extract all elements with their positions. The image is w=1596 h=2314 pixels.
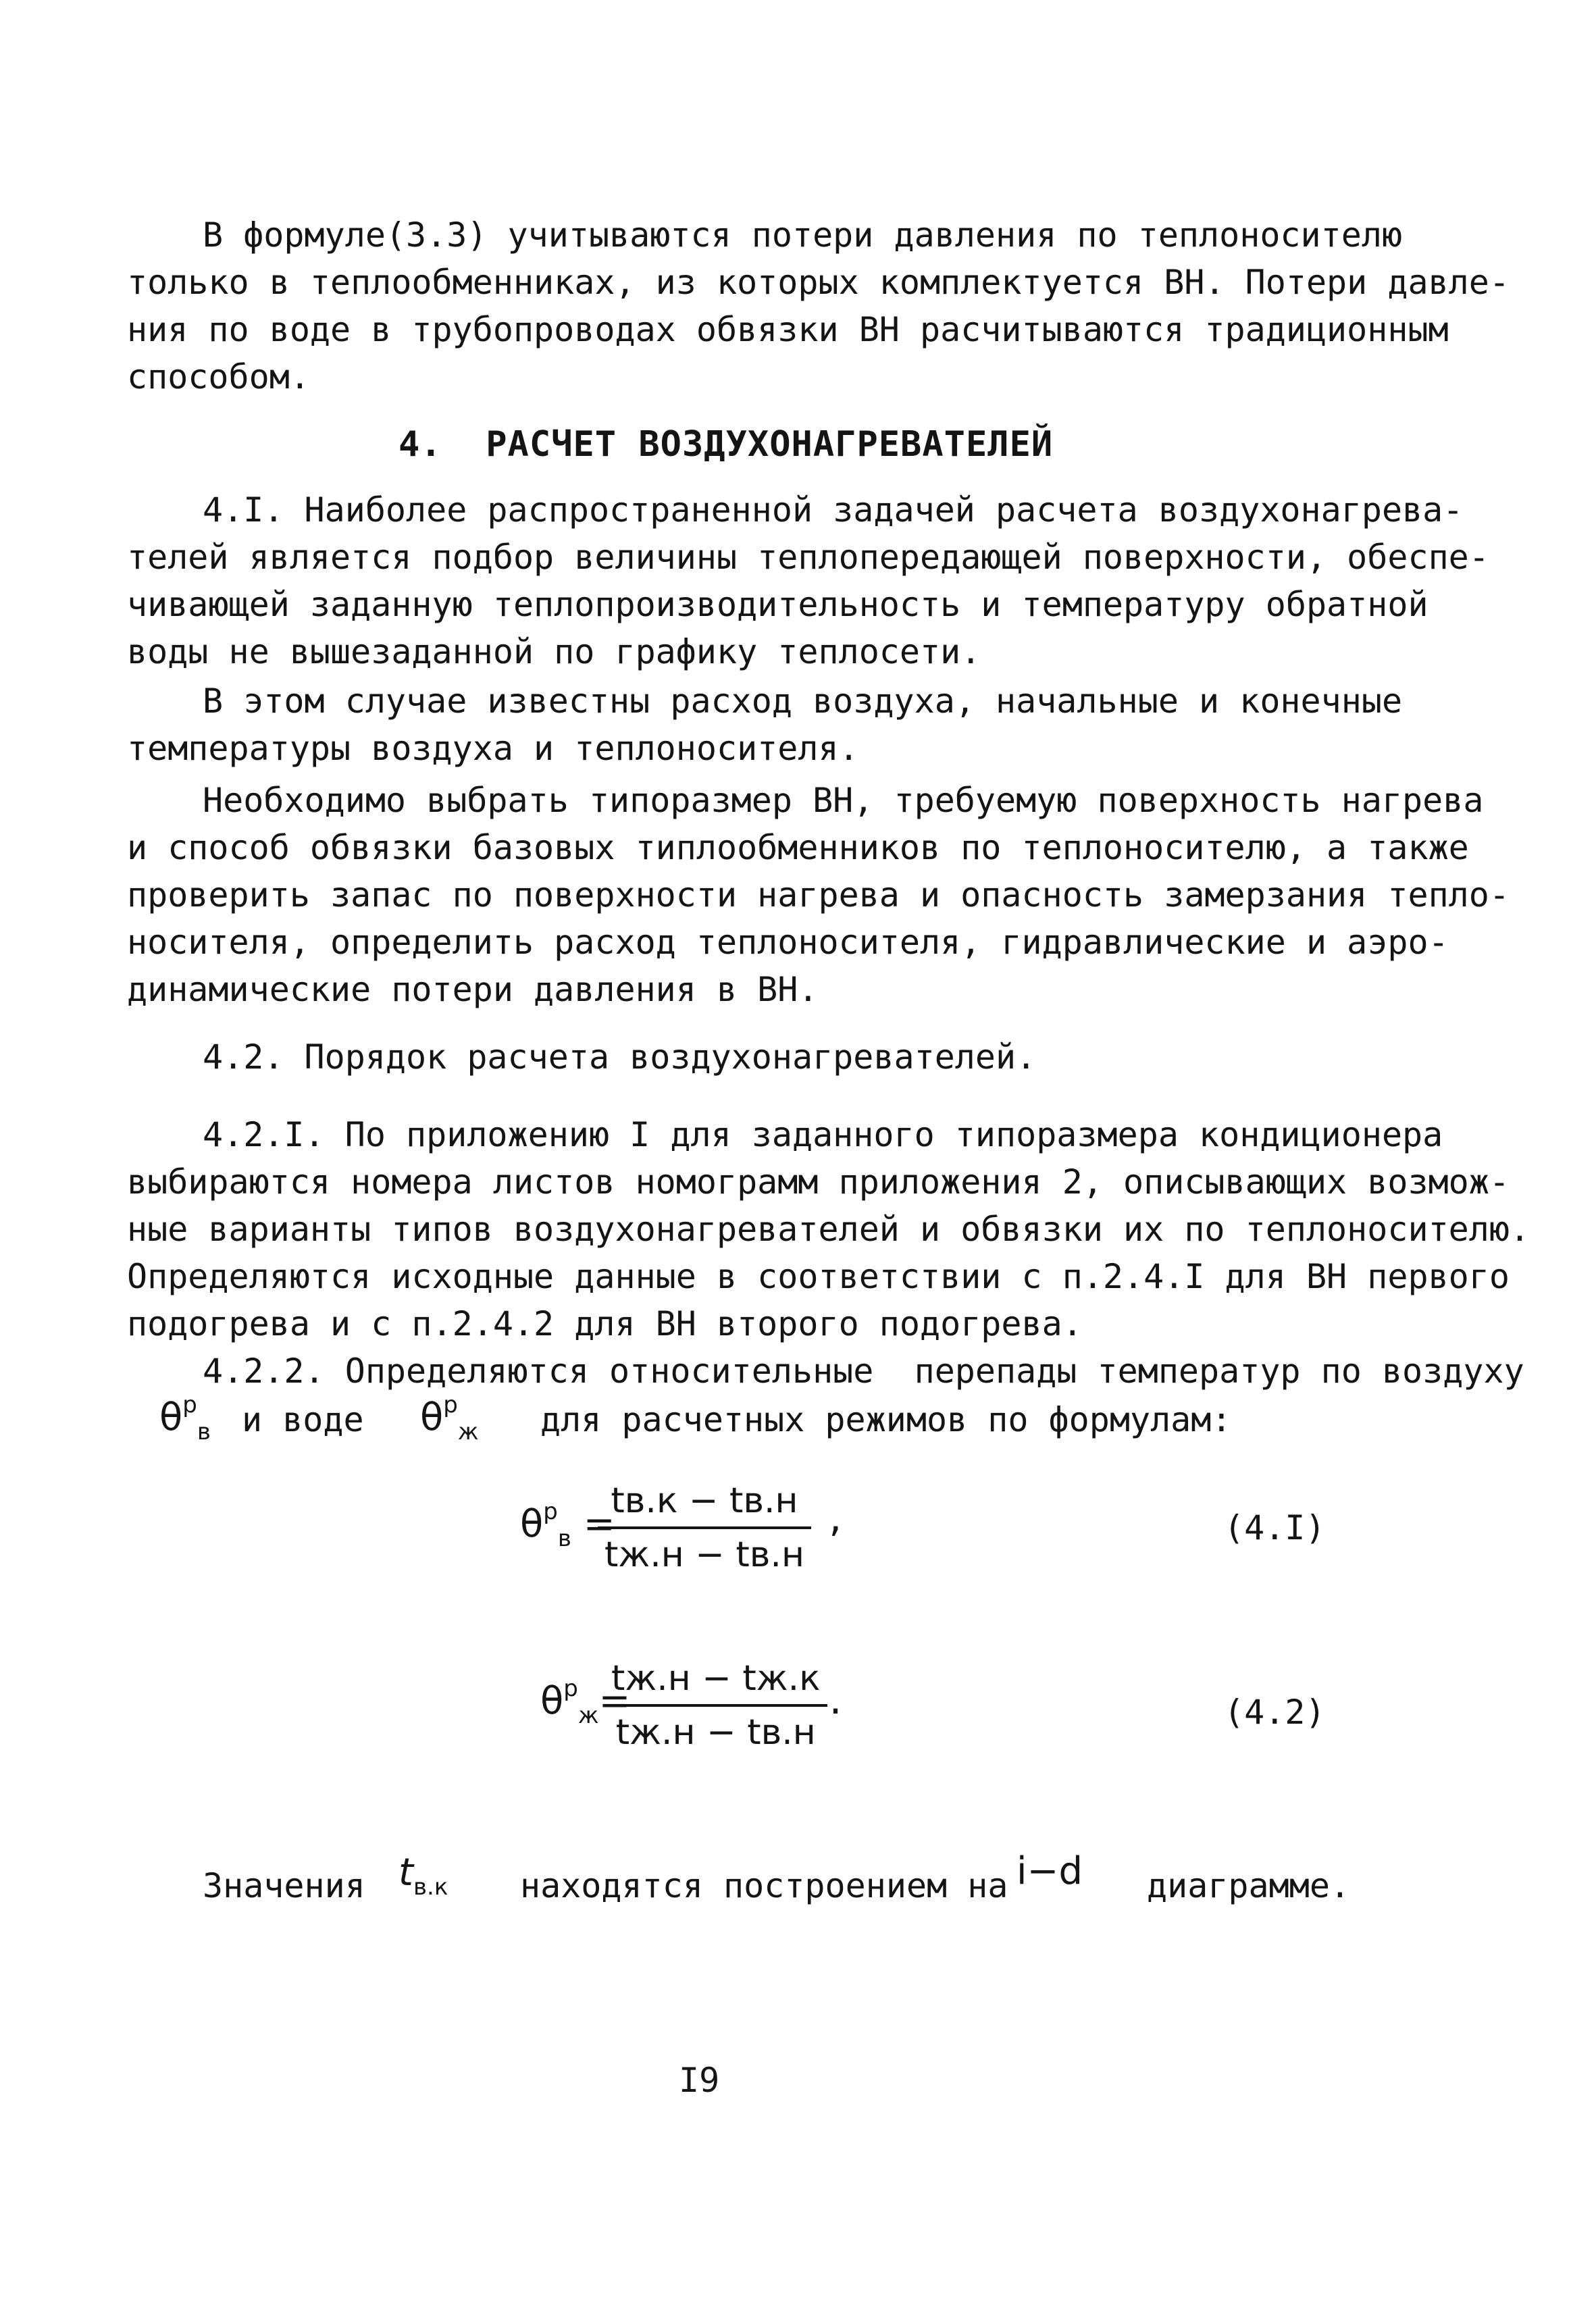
formula-4-2-denominator: tж.н − tв.н: [604, 1704, 827, 1753]
para-4-1-line-4: воды не вышезаданной по графику теплосети.: [127, 632, 981, 671]
closing-t-symbol: tв.к: [398, 1851, 448, 1901]
closing-i-d-symbol: i−d: [1016, 1849, 1083, 1893]
para-4-2-1-line-3: ные варианты типов воздухонагревателей и обвязки их по теплоносителю.: [127, 1210, 1530, 1249]
para-4-2-1-line-1: 4.2.I. По приложению I для заданного типоразмера кондиционера: [203, 1115, 1443, 1154]
intro-line-3: ния по воде в трубопроводах обвязки ВН расчитываются традиционным: [127, 310, 1449, 349]
para-needed-line-3: проверить запас по поверхности нагрева и опасность замерзания тепло-: [127, 875, 1510, 915]
text-for-regimes: для расчетных режимов по формулам:: [540, 1400, 1232, 1439]
formula-4-1-lhs: θрв =: [520, 1498, 615, 1552]
formula-4-1-label: (4.I): [1224, 1508, 1326, 1547]
para-needed-line-5: динамические потери давления в ВН.: [127, 970, 819, 1009]
para-4-1-line-1: 4.I. Наиболее распространенной задачей расчета воздухонагрева-: [203, 490, 1464, 530]
para-needed-line-2: и способ обвязки базовых типлообменников по теплоносителю, а также: [127, 828, 1469, 867]
para-known-line-2: температуры воздуха и теплоносителя.: [127, 729, 859, 768]
para-needed-line-4: носителя, определить расход теплоносителя, гидравлические и аэро-: [127, 923, 1449, 962]
intro-line-2: только в теплообменниках, из которых комплектуется ВН. Потери давле-: [127, 263, 1510, 302]
para-needed-line-1: Необходимо выбрать типоразмер ВН, требуемую поверхность нагрева: [203, 781, 1484, 820]
para-known-line-1: В этом случае известны расход воздуха, начальные и конечные: [203, 682, 1403, 721]
section-heading: 4. РАСЧЕТ ВОЗДУХОНАГРЕВАТЕЛЕЙ: [398, 424, 1054, 465]
formula-4-2-punct: .: [825, 1682, 846, 1722]
intro-line-4: способом.: [127, 357, 310, 396]
theta-air-symbol: θрв: [159, 1391, 211, 1445]
text-and-water: и воде: [242, 1400, 364, 1439]
para-4-2-1-line-2: выбираются номера листов номограмм приложения 2, описывающих возмож-: [127, 1162, 1510, 1202]
closing-word-found: находятся построением на: [520, 1866, 1008, 1905]
formula-4-1-numerator: tв.к − tв.н: [611, 1481, 798, 1521]
para-4-2-1-line-5: подогрева и с п.2.4.2 для ВН второго подогрева.: [127, 1304, 1083, 1343]
closing-word-diagram: диаграмме.: [1147, 1866, 1351, 1905]
formula-4-1-fraction: [598, 1481, 811, 1575]
para-4-2-1-line-4: Определяются исходные данные в соответствии с п.2.4.I для ВН первого: [127, 1257, 1510, 1296]
intro-line-1: В формуле(3.3) учитываются потери давления по теплоносителю: [203, 215, 1403, 255]
formula-4-1-denominator: tж.н − tв.н: [598, 1526, 811, 1575]
formula-4-2-numerator: tж.н − tж.к: [611, 1658, 821, 1699]
formula-4-1-punct: ,: [825, 1500, 846, 1539]
formula-4-2-lhs: θрж=: [540, 1675, 631, 1729]
para-4-2-2-line-1: 4.2.2. Определяются относительные перепады температур по воздуху: [203, 1352, 1524, 1391]
page-number: I9: [679, 2061, 720, 2100]
para-4-1-line-3: чивающей заданную теплопроизводительность и температуру обратной: [127, 585, 1428, 624]
formula-4-2-label: (4.2): [1224, 1693, 1326, 1732]
closing-word-values: Значения: [203, 1866, 365, 1905]
para-4-2: 4.2. Порядок расчета воздухонагревателей.: [203, 1037, 1037, 1077]
para-4-1-line-2: телей является подбор величины теплопередающей поверхности, обеспе-: [127, 538, 1489, 577]
theta-water-symbol: θрж: [420, 1391, 479, 1445]
formula-4-2-fraction: [604, 1658, 827, 1753]
